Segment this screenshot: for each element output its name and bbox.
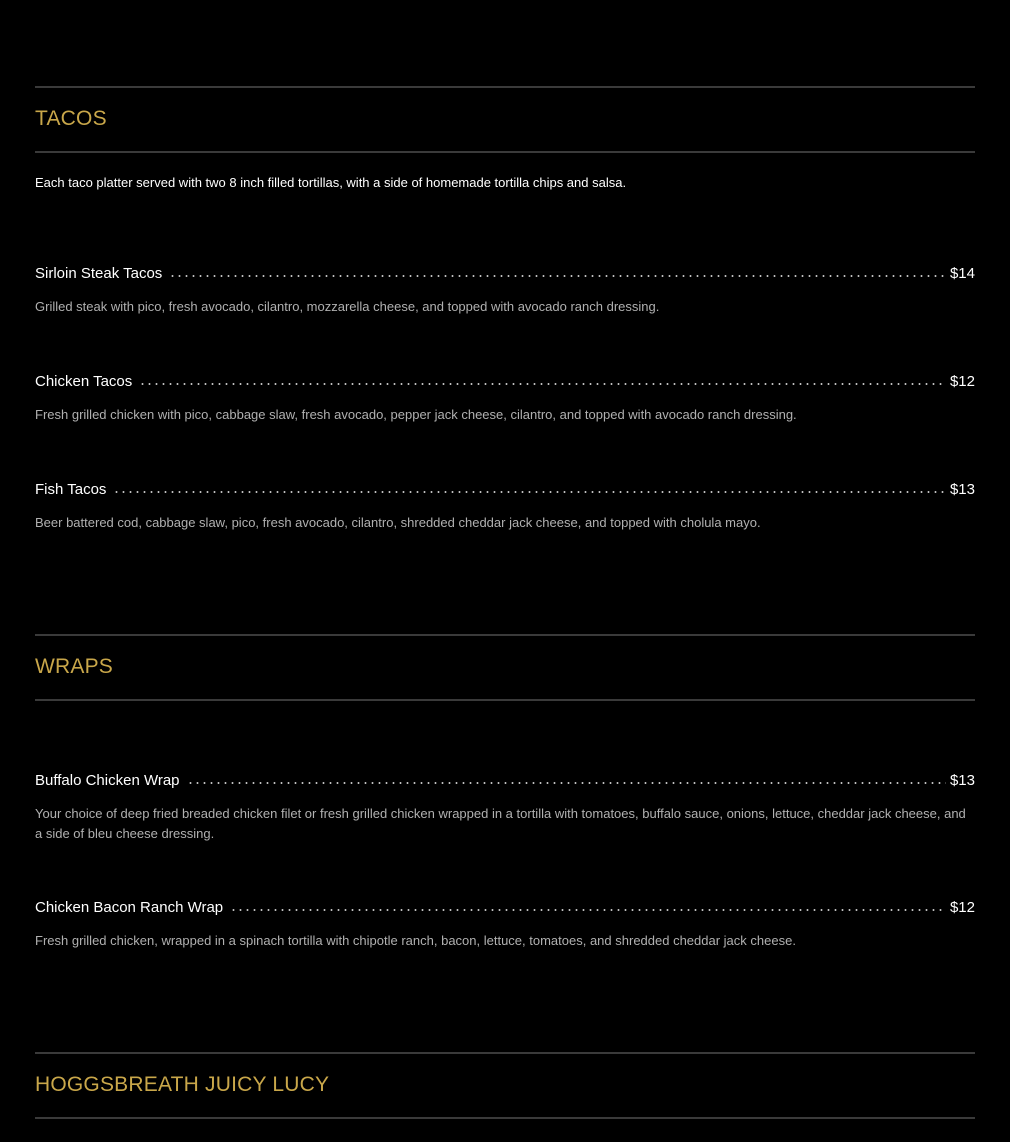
menu-item-description: Beer battered cod, cabbage slaw, pico, fresh avocado, cilantro, shredded cheddar jack cheese, and topped with cholula mayo.	[35, 515, 761, 530]
section-divider-top	[35, 86, 975, 88]
menu-item-price: $12	[949, 373, 975, 390]
dot-leader	[187, 782, 946, 784]
menu-item-name: Buffalo Chicken Wrap	[35, 772, 180, 789]
menu-item-name: Fish Tacos	[35, 481, 107, 498]
menu-item-price: $14	[949, 265, 975, 282]
menu-item-buffalo-chicken-wrap[interactable]	[35, 771, 975, 844]
menu-item-chicken-tacos[interactable]	[35, 372, 975, 425]
dot-leader	[230, 909, 946, 911]
menu-item-name: Chicken Bacon Ranch Wrap	[35, 899, 224, 916]
section-divider-top	[35, 1052, 975, 1054]
section-divider-bottom	[35, 699, 975, 701]
section-intro-tacos: Each taco platter served with two 8 inch filled tortillas, with a side of homemade tortilla chips and salsa.	[35, 175, 627, 190]
menu-item-name: Sirloin Steak Tacos	[35, 265, 163, 282]
section-divider-bottom	[35, 151, 975, 153]
section-divider-bottom	[35, 1117, 975, 1119]
dot-leader	[113, 491, 946, 493]
menu-item-fish-tacos[interactable]	[35, 480, 975, 533]
menu-item-sirloin-steak-tacos[interactable]	[35, 264, 975, 317]
section-title-tacos: TACOS	[35, 107, 107, 130]
menu-item-price: $13	[949, 481, 975, 498]
menu-item-description: Grilled steak with pico, fresh avocado, cilantro, mozzarella cheese, and topped with avocado ranch dressing.	[35, 299, 660, 314]
menu-item-description: Fresh grilled chicken, wrapped in a spinach tortilla with chipotle ranch, bacon, lettuce, tomatoes, and shredded cheddar jack cheese.	[35, 933, 796, 948]
dot-leader	[169, 275, 946, 277]
menu-item-chicken-bacon-ranch-wrap[interactable]	[35, 898, 975, 951]
section-title-wraps: WRAPS	[35, 655, 114, 678]
dot-leader	[139, 383, 946, 385]
section-title-juicy-lucy: HOGGSBREATH JUICY LUCY	[35, 1073, 330, 1096]
menu-item-description: Your choice of deep fried breaded chicken filet or fresh grilled chicken wrapped in a tortilla with tomatoes, buffalo sauce, onions, lettuce, cheddar jack cheese, and a side of bleu cheese dressing.	[35, 806, 966, 841]
menu-item-price: $13	[949, 772, 975, 789]
menu-item-description: Fresh grilled chicken with pico, cabbage slaw, fresh avocado, pepper jack cheese, cilantro, and topped with avocado ranch dressing.	[35, 407, 797, 422]
menu-item-name: Chicken Tacos	[35, 373, 133, 390]
menu-item-price: $12	[949, 899, 975, 916]
section-divider-top	[35, 634, 975, 636]
